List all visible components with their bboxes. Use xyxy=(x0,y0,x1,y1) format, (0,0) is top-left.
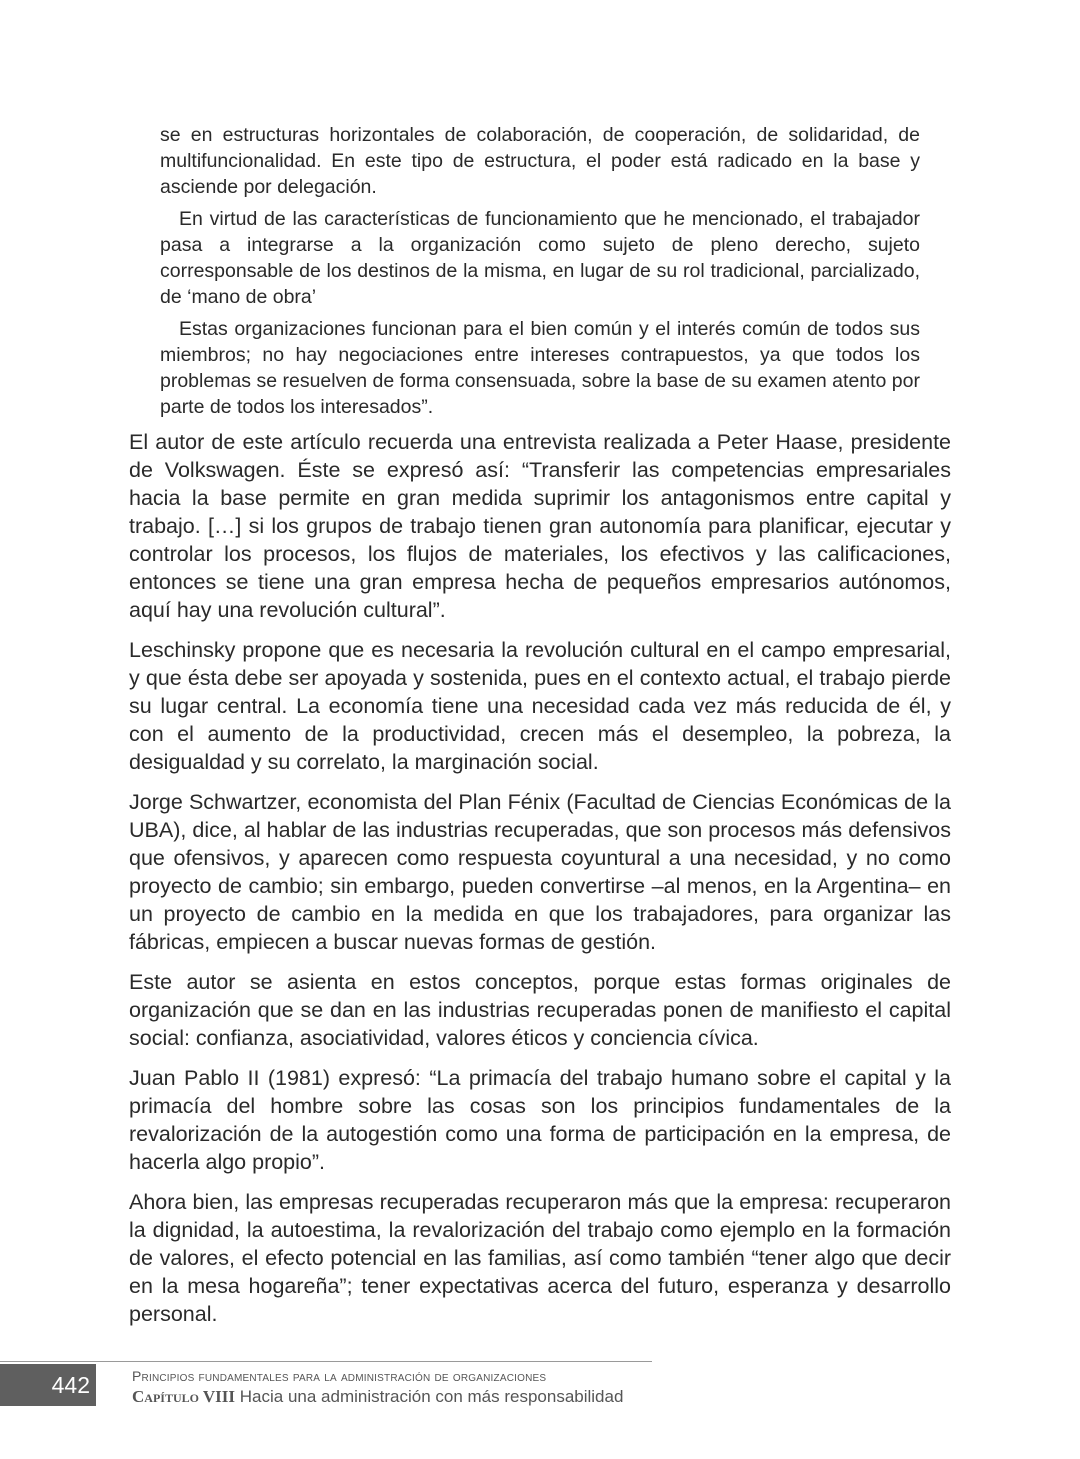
body-paragraph: Este autor se asienta en estos conceptos, porque estas formas originales de organización que se dan en las industrias recuperadas ponen de manifiesto el capital social: confianza, asociatividad, valores éticos y conciencia cívica. xyxy=(129,970,951,1050)
quote-paragraph: se en estructuras horizontales de colaboración, de cooperación, de solidaridad, de multifuncionalidad. En este tipo de estructura, el poder está radicado en la base y asciende por delegación. xyxy=(160,124,920,198)
body-paragraph: Juan Pablo II (1981) expresó: “La primacía del trabajo humano sobre el capital y la primacía del hombre sobre las cosas son los principios fundamentales de la revalorización de la autogestión como una forma de participación en la empresa, de hacerla algo propio”. xyxy=(129,1066,951,1174)
chapter-label: Capítulo VIII xyxy=(132,1387,236,1406)
body-paragraph: Ahora bien, las empresas recuperadas recuperaron más que la empresa: recuperaron la dignidad, la autoestima, la revalorización del trabajo como ejemplo en la formación de valores, el efecto potencial en las familias, así como también “tener algo que decir en la mesa hogareña”; tener expectativas acerca del futuro, esperanza y desarrollo personal. xyxy=(129,1190,951,1326)
body-paragraph: El autor de este artículo recuerda una entrevista realizada a Peter Haase, presidente de Volkswagen. Éste se expresó así: “Transferir las competencias empresariales hacia la base permite en gran medida suprimir los antagonismos entre capital y trabajo. […] si los grupos de trabajo tienen gran autonomía para planificar, ejecutar y controlar los procesos, los flujos de materiales, los efectivos y las calificaciones, entonces se tiene una gran empresa hecha de pequeños empresarios autónomos, aquí hay una revolución cultural”. xyxy=(129,430,951,622)
quote-paragraph: Estas organizaciones funcionan para el bien común y el interés común de todos sus miembros; no hay negociaciones entre intereses contrapuestos, ya que todos los problemas se resuelven de forma consensuada, sobre la base de su examen atento por parte de todos los interesados”. xyxy=(160,318,920,418)
running-footer xyxy=(132,1366,692,1408)
page-number: 442 xyxy=(0,1364,96,1406)
book-title: Principios fundamentales para la administración de organizaciones xyxy=(132,1368,547,1384)
block-quote xyxy=(160,122,920,426)
body-paragraph: Leschinsky propone que es necesaria la revolución cultural en el campo empresarial, y que ésta debe ser apoyada y sostenida, pues en el contexto actual, el trabajo pierde su lugar central. La economía tiene una necesidad cada vez más reducida de él, y con el aumento de la productividad, crecen más el desempleo, la pobreza, la desigualdad y su correlato, la marginación social. xyxy=(129,638,951,774)
quote-paragraph: En virtud de las características de funcionamiento que he mencionado, el trabajador pasa a integrarse a la organización como sujeto de pleno derecho, sujeto corresponsable de los destinos de la misma, en lugar de su rol tradicional, parcializado, de ‘mano de obra’ xyxy=(160,208,920,308)
body-text xyxy=(129,428,951,1340)
chapter-line xyxy=(132,1386,692,1408)
body-paragraph: Jorge Schwartzer, economista del Plan Fénix (Facultad de Ciencias Económicas de la UBA), dice, al hablar de las industrias recuperadas, que son procesos más defensivos que ofensivos, y aparecen como respuesta coyuntural a una necesidad, y no como proyecto de cambio; sin embargo, pueden convertirse –al menos, en la Argentina– en un proyecto de cambio en la medida en que los trabajadores, para organizar las fábricas, empiecen a buscar nuevas formas de gestión. xyxy=(129,790,951,954)
chapter-title: Hacia una administración con más responsabilidad xyxy=(239,1387,624,1406)
footer-divider xyxy=(0,1361,652,1362)
